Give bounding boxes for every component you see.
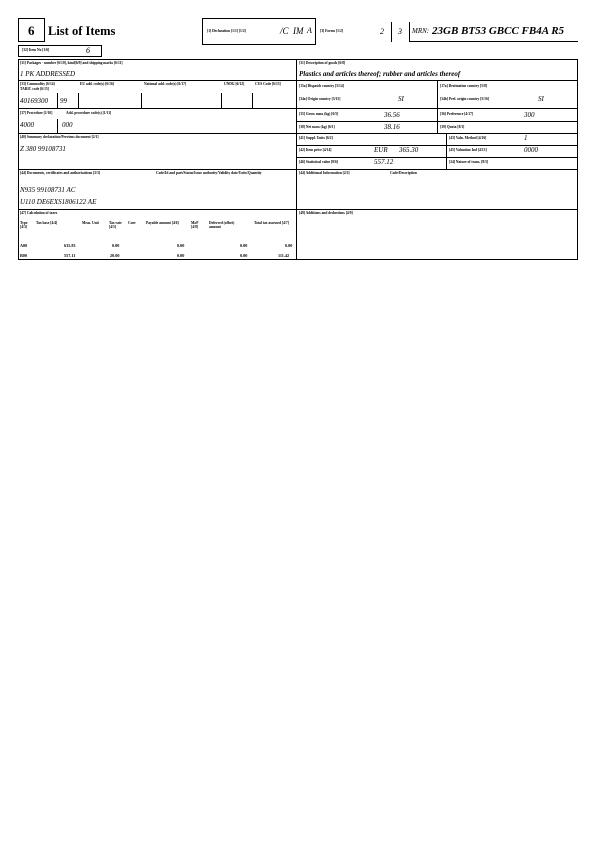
taric-label: TARIC code [6/15] — [20, 87, 49, 91]
row-line-4 — [18, 133, 578, 134]
description-label: [31] Description of goods [6/8] — [299, 61, 346, 65]
un-dg-label: UNDG [6/12] — [224, 82, 245, 86]
page-title: List of Items — [48, 24, 116, 38]
summary-value: Z 380 99108731 — [20, 145, 66, 153]
row-line-2 — [18, 108, 578, 109]
declaration-value: /C — [280, 26, 289, 36]
mrn-divider — [409, 22, 410, 42]
packages-value: 1 PK ADDRESSED — [20, 70, 76, 78]
valn-method-label: [43] Valn. Method [4/16] — [449, 136, 487, 140]
tax-cell-rate: 20.00 — [110, 253, 120, 258]
procedure-value-2: 000 — [62, 121, 73, 129]
tax-cell-type: B00 — [20, 253, 27, 258]
summary-label: [40] Summary declaration/Previous document [2/1] — [20, 135, 99, 139]
tax-header-payable: Payable amount [4/6] — [146, 221, 179, 225]
gross-mass-value: 36.56 — [384, 111, 400, 119]
preference-label: [36] Preference [4/17] — [440, 112, 473, 116]
tax-header-base: Tax base [4/4] — [36, 221, 58, 225]
tax-cell-deferred: 0.00 — [240, 253, 248, 258]
tax-cell-total: 111.42 — [278, 253, 290, 258]
main-form — [18, 59, 578, 260]
statistical-label: [46] Statistical value [8/6] — [299, 160, 339, 164]
tax-cell-rate: 0.00 — [112, 243, 120, 248]
tax-cell-base: 557.11 — [64, 253, 76, 258]
calculation-label: [47] Calculation of taxes — [20, 211, 58, 215]
dispatch-country-label: [15a] Dispatch country [5/14] — [299, 84, 344, 88]
description-value: Plastics and articles thereof; rubber and articles thereof — [299, 70, 461, 78]
deductions-label: [48] Additions and deductions [4/9] — [299, 211, 353, 215]
commodity-value-2: 99 — [60, 97, 67, 105]
item-price-value: 365.30 — [399, 146, 419, 154]
row-line-1 — [18, 80, 578, 81]
declaration-value-2: IM — [293, 26, 304, 36]
documents-row-1: N935 99108731 AC — [20, 186, 76, 194]
commodity-divider-4 — [221, 93, 222, 108]
documents-sub-label: Code/Id and part/Status/Issue authority/Validity date/Units/Quantity — [156, 171, 262, 175]
commodity-label: [33] Commodity [6/14] — [20, 82, 55, 86]
commodity-value: 40169300 — [20, 97, 48, 105]
declaration-label: [1] Declaration [1/1] [1/2] — [207, 29, 246, 33]
procedure-label: [37] Procedure [1/10] — [20, 111, 53, 115]
packages-label: [31] Packages - number [6/10], kind[6/9] and shipping marks [6/11] — [20, 61, 123, 65]
net-mass-value: 38.16 — [384, 123, 400, 131]
additional-info-label: [44] Additional Information [2/2] — [299, 171, 350, 175]
gross-mass-label: [35] Gross mass (kg) [6/5] — [299, 112, 339, 116]
tax-cell-deferred: 0.00 — [240, 243, 248, 248]
tax-header-unit: Meas. Unit — [82, 221, 99, 225]
cus-label: CUS Code [6/13] — [255, 82, 281, 86]
origin-country-label: [34a] Origin country [5/15] — [299, 97, 341, 101]
item-price-currency: EUR — [374, 146, 388, 154]
tax-header-curr: Curr — [128, 221, 136, 225]
sheet-number: 6 — [28, 23, 35, 38]
tax-cell-payable: 0.00 — [177, 253, 185, 258]
valuation-ind-value: 0000 — [524, 146, 538, 154]
header-right-line — [409, 41, 578, 42]
row-line-7 — [18, 169, 578, 170]
item-no-label: [32] Item No [1/6] — [22, 48, 50, 52]
mrn-value: 23GB BT53 GBCC FB4A R5 — [432, 25, 565, 37]
tax-cell-total: 0.00 — [285, 243, 293, 248]
forms-value-2: 3 — [398, 27, 402, 36]
destination-country-label: [17a] Destination country [5/8] — [440, 84, 488, 88]
procedure-divider — [57, 119, 58, 133]
documents-row-2: U110 DE6EXS1806122 AE — [20, 198, 97, 206]
tax-header-deferred: Deferred (offset) amount — [209, 221, 235, 229]
addl-procedure-label: Add. procedure code(s) [1/11] — [66, 111, 112, 115]
procedure-value: 4000 — [20, 121, 34, 129]
valn-method-value: 1 — [524, 134, 528, 142]
commodity-divider-5 — [252, 93, 253, 108]
item-price-label: [42] Item price [4/14] — [299, 148, 332, 152]
commodity-divider-1 — [57, 93, 58, 108]
right-divider-b — [437, 108, 438, 133]
commodity-divider-2 — [78, 93, 79, 108]
net-mass-label: [38] Net mass (kg) [6/1] — [299, 125, 335, 129]
pref-origin-value: SI — [538, 95, 544, 103]
eu-addl-label: EU add. code(s) [6/16] — [80, 82, 114, 86]
declaration-value-3: A — [307, 26, 312, 35]
statistical-value: 557.12 — [374, 158, 394, 166]
tax-cell-payable: 0.00 — [177, 243, 185, 248]
origin-country-value: SI — [398, 95, 404, 103]
center-divider — [296, 59, 297, 260]
documents-label: [44] Documents, certificates and authorisations [2/3] — [20, 171, 101, 175]
national-addl-label: National add. code(s) [6/17] — [144, 82, 187, 86]
preference-value: 300 — [524, 111, 535, 119]
forms-value-1: 2 — [380, 27, 384, 36]
tax-cell-base: 635.83 — [64, 243, 76, 248]
nature-label: [24] Nature of trans. [8/5] — [449, 160, 489, 164]
item-no-value: 6 — [86, 46, 90, 55]
forms-label: [3] Forms [1/2] — [320, 29, 343, 33]
tax-header-mop: MoP [4/8] — [191, 221, 199, 229]
mrn-label: MRN: — [412, 27, 430, 35]
right-divider-c — [446, 133, 447, 169]
pref-origin-label: [34b] Pref. origin country [5/16] — [440, 97, 489, 101]
additional-info-sub-label: Code/Description — [390, 171, 417, 175]
commodity-divider-3 — [141, 93, 142, 108]
supp-units-label: [41] Suppl. Units [6/2] — [299, 136, 333, 140]
tax-header-total: Total tax assessed [4/7] — [254, 221, 289, 225]
tax-header-type: Type [4/3] — [20, 221, 28, 229]
row-line-6 — [296, 157, 578, 158]
row-line-8 — [18, 209, 578, 210]
tax-header-rate: Tax rate [4/5] — [109, 221, 122, 229]
valuation-ind-label: [45] Valuation Ind [4/13] — [449, 148, 487, 152]
quota-label: [39] Quota [8/1] — [440, 125, 465, 129]
tax-cell-type: A00 — [20, 243, 28, 248]
forms-divider — [391, 22, 392, 42]
